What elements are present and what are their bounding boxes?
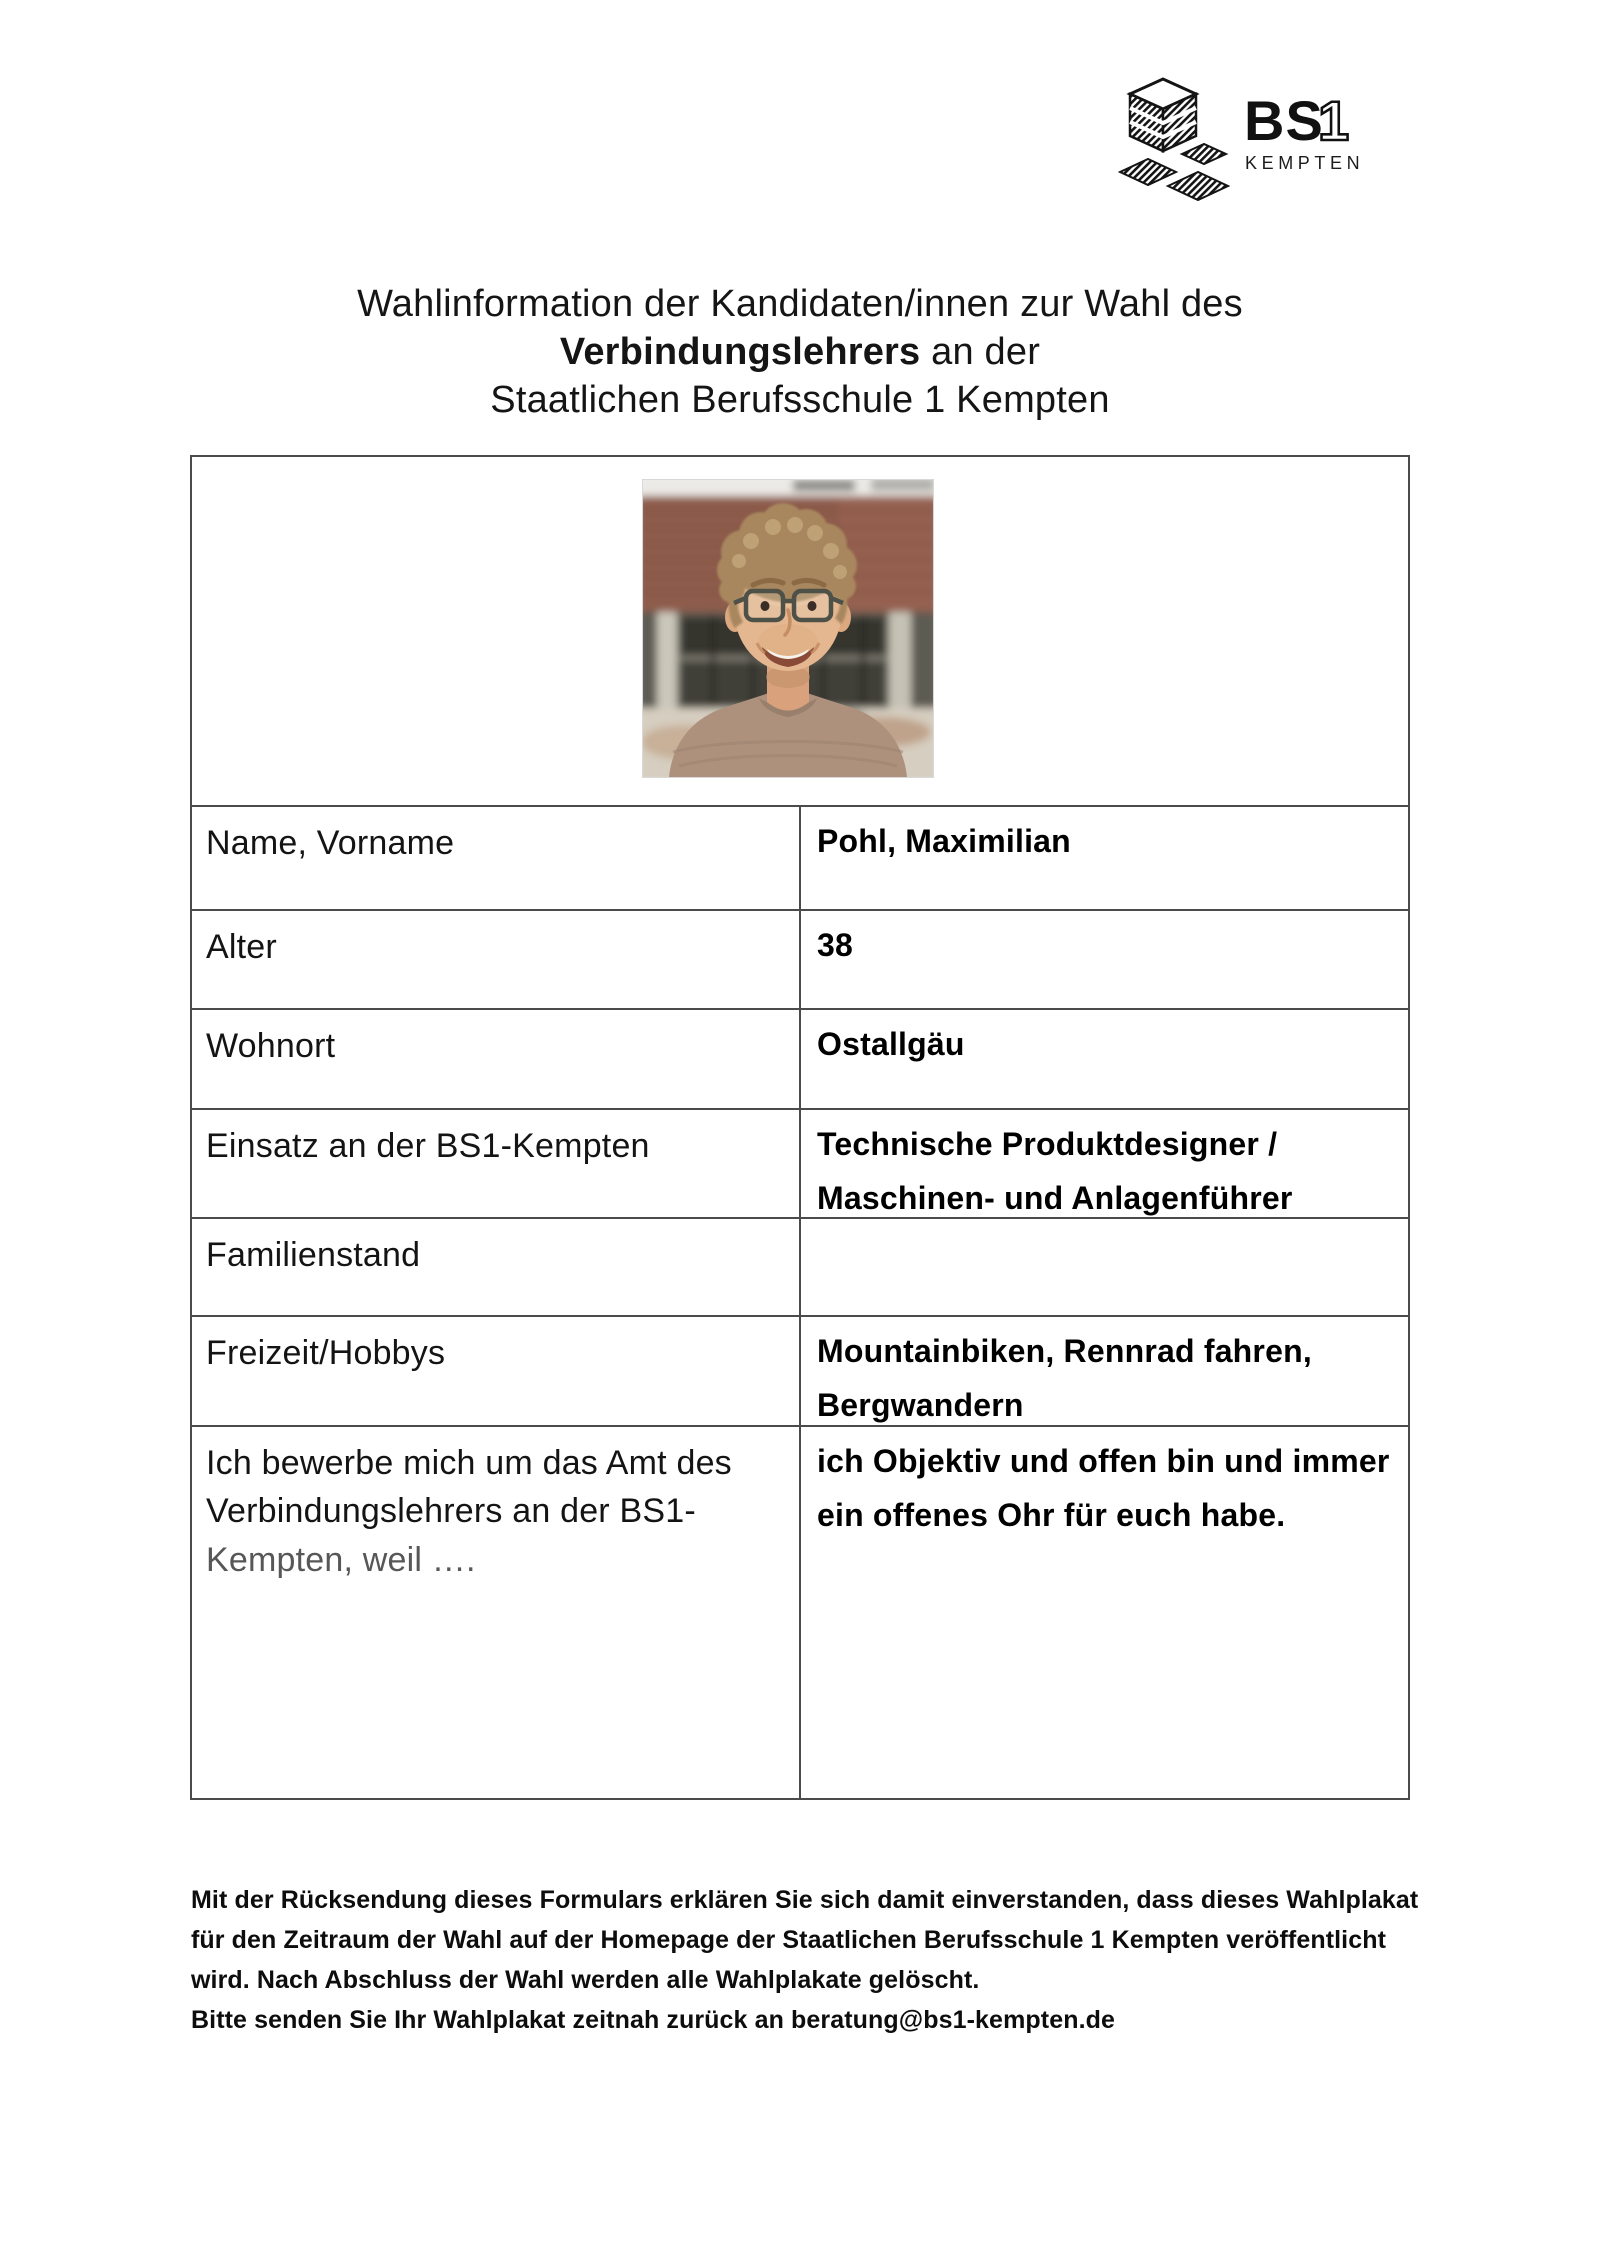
row-value-wohnort: Ostallgäu <box>817 1026 965 1062</box>
row-value-name: Pohl, Maximilian <box>817 823 1071 859</box>
candidate-table <box>190 455 1410 1800</box>
photo-row <box>192 457 1408 805</box>
row-value-bewerbung: ich Objektiv und offen bin und immer ein offenes Ohr für euch habe. <box>817 1443 1390 1533</box>
footer-note <box>191 1880 1441 2040</box>
logo-text-kempten: KEMPTEN <box>1245 153 1365 173</box>
row-label-alter: Alter <box>192 911 801 1008</box>
logo-text-1: 1 <box>1318 89 1350 152</box>
row-value-einsatz: Technische Produktdesigner / Maschinen- und Anlagenführer <box>817 1126 1293 1216</box>
row-label-familienstand: Familienstand <box>192 1219 801 1315</box>
table-row-bewerbung <box>192 1425 1408 1798</box>
title-line-3: Staatlichen Berufsschule 1 Kempten <box>490 379 1110 421</box>
bewerbung-label-gray: Kempten, weil …. <box>206 1540 476 1579</box>
table-row-wohnort <box>192 1008 1408 1108</box>
table-row-alter <box>192 909 1408 1008</box>
table-row-freizeit <box>192 1315 1408 1425</box>
candidate-portrait-graphic <box>643 480 933 777</box>
logo-text-bs: BS <box>1244 89 1324 152</box>
bs1-logo-graphic <box>1118 72 1388 204</box>
footer-line-1: Mit der Rücksendung dieses Formulars erklären Sie sich damit einverstanden, dass dieses Wahlplakat <box>191 1886 1419 1914</box>
candidate-photo <box>643 480 933 777</box>
table-row-einsatz <box>192 1108 1408 1217</box>
row-label-einsatz: Einsatz an der BS1-Kempten <box>192 1110 801 1217</box>
row-label-name: Name, Vorname <box>192 807 801 909</box>
title-line-2-bold: Verbindungslehrers <box>559 331 921 373</box>
title-line-1: Wahlinformation der Kandidaten/innen zur Wahl des <box>357 283 1243 325</box>
row-value-alter: 38 <box>817 927 853 963</box>
row-value-familienstand <box>801 1219 1408 1315</box>
row-label-wohnort: Wohnort <box>192 1010 801 1108</box>
table-row-name <box>192 805 1408 909</box>
title-line-2 <box>190 328 1410 376</box>
title-line-2-rest: an der <box>920 331 1041 373</box>
row-label-freizeit: Freizeit/Hobbys <box>192 1317 801 1425</box>
document-title <box>190 280 1410 424</box>
row-label-bewerbung <box>192 1427 801 1798</box>
footer-line-2: für den Zeitraum der Wahl auf der Homepage der Staatlichen Berufsschule 1 Kempten veröffentlicht <box>191 1926 1387 1954</box>
footer-line-3: wird. Nach Abschluss der Wahl werden alle Wahlplakate gelöscht. <box>191 1966 980 1994</box>
bs1-kempten-logo <box>1118 72 1388 204</box>
row-value-freizeit: Mountainbiken, Rennrad fahren, Bergwandern <box>817 1333 1312 1423</box>
isometric-pallet-icon <box>1120 79 1228 200</box>
bewerbung-label-main: Ich bewerbe mich um das Amt des Verbindungslehrers an der BS1- <box>206 1444 732 1531</box>
table-row-familienstand <box>192 1217 1408 1315</box>
footer-line-4: Bitte senden Sie Ihr Wahlplakat zeitnah zurück an beratung@bs1-kempten.de <box>191 2006 1115 2034</box>
